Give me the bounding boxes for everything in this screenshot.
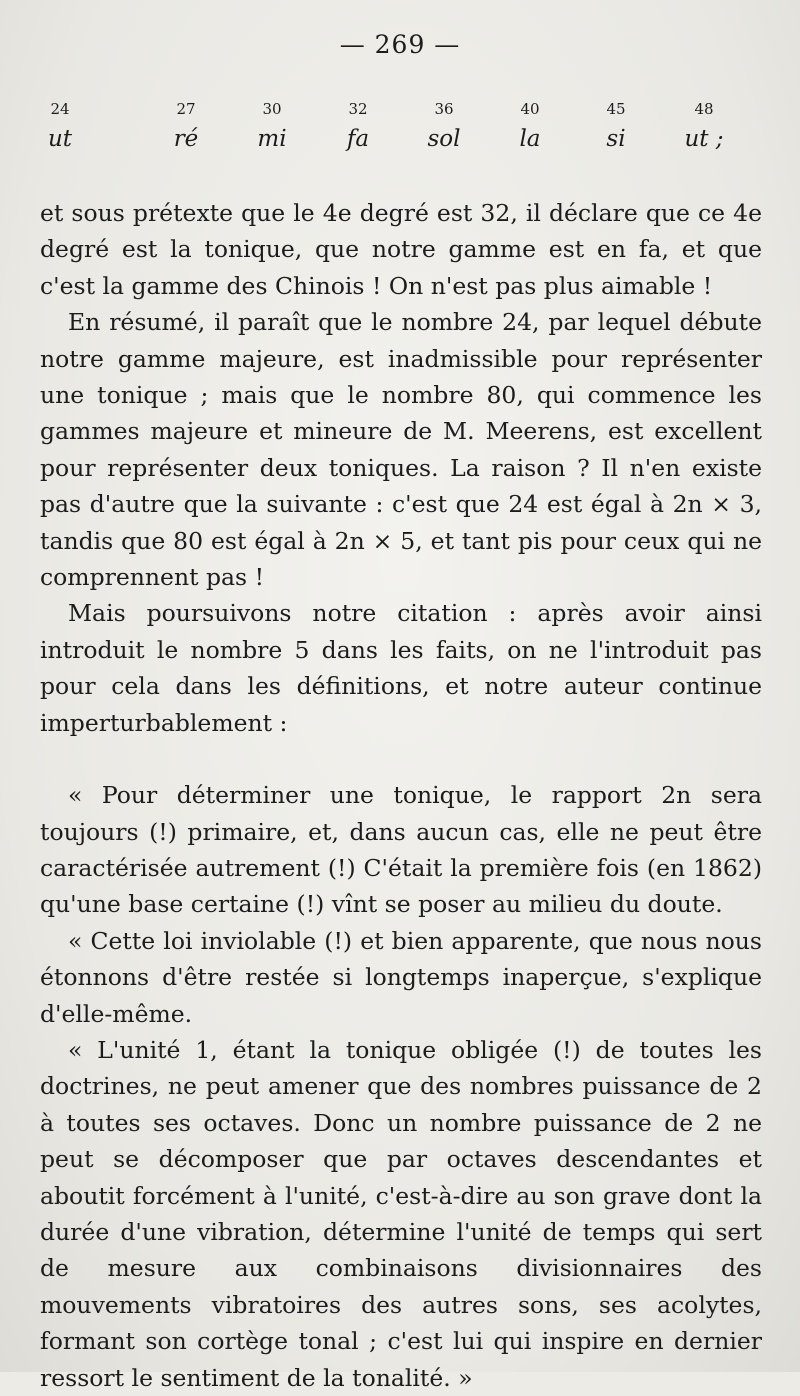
scale-number: 27 xyxy=(176,100,196,118)
scale-degree-4 xyxy=(313,100,403,152)
scale-number: 24 xyxy=(50,100,70,118)
paragraph-gap xyxy=(40,741,762,777)
scale-table xyxy=(40,100,760,160)
scale-number: 32 xyxy=(348,100,368,118)
quote-paragraph: « L'unité 1, étant la tonique obligée (!) de toutes les doctrines, ne peut amener que des nombres puissance de 2 à toutes ses octaves. Donc un nombre puissance de 2 ne peut se décomposer que par octaves descendantes et aboutit forcément à l'unité, c'est-à-dire au son grave dont la durée d'une vibration, détermine l'unité de temps qui sert de mesure aux combinaisons divisionnaires des mouvements vibratoires des autres sons, ses acolytes, formant son cortège tonal ; c'est lui qui inspire en dernier ressort le sentiment de la tonalité. » xyxy=(40,1035,762,1392)
scale-number: 45 xyxy=(606,100,626,118)
paragraph: En résumé, il paraît que le nombre 24, par lequel débute notre gamme majeure, est inadmissible pour représenter une tonique ; mais que le nombre 80, qui commence les gammes majeure et mineure de M. Meerens, est excellent pour représenter deux toniques. La raison ? Il n'en existe pas d'autre que la suivante : c'est que 24 est égal à 2n × 3, tandis que 80 est égal à 2n × 5, et tant pis pour ceux qui ne comprennent pas ! xyxy=(40,308,762,592)
scale-note: sol xyxy=(427,126,461,152)
scale-degree-5 xyxy=(399,100,489,152)
page-number: — 269 — xyxy=(339,30,461,59)
scale-degree-6 xyxy=(485,100,575,152)
scale-note: fa xyxy=(346,126,370,152)
scale-degree-3 xyxy=(227,100,317,152)
scale-number: 36 xyxy=(434,100,454,118)
body-text xyxy=(40,195,762,1396)
scale-degree-2 xyxy=(141,100,231,152)
paragraph: Mais poursuivons notre citation : après avoir ainsi introduit le nombre 5 dans les faits, on ne l'introduit pas pour cela dans les définitions, et notre auteur continue imperturbablement : xyxy=(40,599,762,737)
scale-number: 30 xyxy=(262,100,282,118)
scale-degree-7 xyxy=(571,100,661,152)
scale-note: ut xyxy=(47,126,73,152)
scale-note: la xyxy=(519,126,541,152)
quote-paragraph: « Pour déterminer une tonique, le rapport 2n sera toujours (!) primaire, et, dans aucun cas, elle ne peut être caractérisée autrement (!) C'était la première fois (en 1862) qu'une base certaine (!) vînt se poser au milieu du doute. xyxy=(40,781,762,919)
scale-note: ré xyxy=(173,126,199,152)
scale-degree-8 xyxy=(659,100,749,152)
scale-note: mi xyxy=(257,126,287,152)
quote-paragraph: « Cette loi inviolable (!) et bien apparente, que nous nous étonnons d'être restée si longtemps inaperçue, s'explique d'elle-même. xyxy=(40,926,762,1028)
scale-degree-1 xyxy=(15,100,105,152)
scale-number: 40 xyxy=(520,100,540,118)
scale-number: 48 xyxy=(694,100,714,118)
paragraph: et sous prétexte que le 4e degré est 32, il déclare que ce 4e degré est la tonique, que notre gamme est en fa, et que c'est la gamme des Chinois ! On n'est pas plus aimable ! xyxy=(40,199,762,300)
scale-note: ut ; xyxy=(684,126,724,152)
scale-note: si xyxy=(606,126,626,152)
